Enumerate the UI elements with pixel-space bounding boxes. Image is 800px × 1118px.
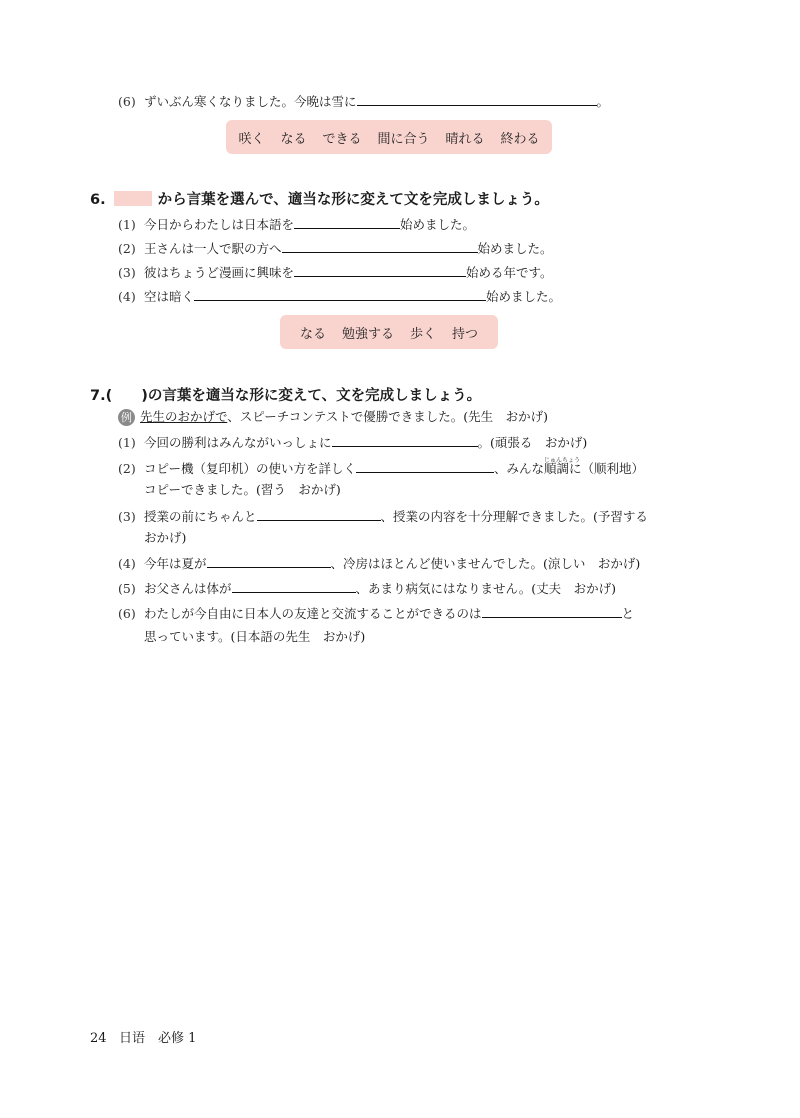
answer-blank[interactable] bbox=[482, 604, 622, 618]
item-text-end: 、冷房はほとんど使いませんでした。(涼しい おかげ) bbox=[330, 556, 641, 571]
example-badge-icon: 例 bbox=[118, 409, 135, 426]
s7-example bbox=[118, 408, 548, 426]
word-choice: なる bbox=[299, 326, 326, 342]
item-number: (1) bbox=[118, 435, 136, 450]
item-text: ずいぶん寒くなりました。今晩は雪に bbox=[144, 94, 357, 109]
word-choice: 持つ bbox=[452, 326, 479, 342]
s7-item-3-cont bbox=[144, 529, 186, 547]
item-text-end: 始めました。 bbox=[477, 241, 553, 256]
item-text-end: に（顺利地） bbox=[569, 461, 645, 476]
item-text: 今日からわたしは日本語を bbox=[144, 217, 295, 232]
book-title: 日语 必修 1 bbox=[118, 1031, 197, 1046]
item-text: 空は暗く bbox=[144, 289, 195, 304]
item-text: わたしが今自由に日本人の友達と交流することができるのは bbox=[144, 606, 482, 621]
ruby-base: 順調 bbox=[544, 461, 570, 476]
item-text-end: 、授業の内容を十分理解できました。(予習する bbox=[380, 509, 648, 524]
item-text-end: 。(頑張る おかげ) bbox=[477, 435, 588, 450]
section-6-heading bbox=[90, 188, 549, 209]
item-text-end: 、あまり病気にはなりません。(丈夫 おかげ) bbox=[355, 581, 617, 596]
word-box-placeholder bbox=[114, 191, 152, 206]
item-text: 授業の前にちゃんと bbox=[144, 509, 257, 524]
word-choice: 晴れる bbox=[445, 131, 485, 147]
item-text-continued: 思っています。(日本語の先生 おかげ) bbox=[144, 629, 366, 644]
answer-blank[interactable] bbox=[294, 263, 466, 277]
item-number: (3) bbox=[118, 265, 136, 280]
item-number: (2) bbox=[118, 241, 136, 256]
section-title: から言葉を選んで、適当な形に変えて文を完成しましょう。 bbox=[157, 192, 549, 208]
item-text: 王さんは一人で駅の方へ bbox=[144, 241, 282, 256]
answer-blank[interactable] bbox=[356, 459, 494, 473]
ruby-reading: じゅんちょう bbox=[544, 457, 581, 464]
ruby-word bbox=[544, 457, 581, 478]
answer-blank[interactable] bbox=[207, 554, 331, 568]
s6-item-4 bbox=[118, 287, 561, 306]
item-number: (2) bbox=[118, 461, 136, 476]
item-number: (4) bbox=[118, 556, 136, 571]
answer-blank[interactable] bbox=[332, 433, 478, 447]
section-number: 6. bbox=[90, 192, 106, 208]
item-number: (3) bbox=[118, 509, 136, 524]
word-choice: なる bbox=[280, 131, 307, 147]
answer-blank[interactable] bbox=[357, 92, 597, 106]
answer-blank[interactable] bbox=[194, 287, 486, 301]
item-text: 今回の勝利はみんながいっしょに bbox=[144, 435, 332, 450]
answer-blank[interactable] bbox=[282, 239, 478, 253]
page-number: 24 bbox=[90, 1031, 107, 1046]
item-text-end: と bbox=[621, 606, 635, 621]
word-choice: できる bbox=[322, 131, 362, 147]
page-footer bbox=[90, 1027, 196, 1046]
item-text: 、みんな bbox=[494, 461, 545, 476]
s7-item-4 bbox=[118, 554, 640, 573]
s6-item-1 bbox=[118, 215, 475, 234]
s7-item-6 bbox=[118, 604, 634, 623]
item-number: (5) bbox=[118, 581, 136, 596]
s7-item-6-cont bbox=[144, 628, 365, 646]
example-answer: 先生のおかげで bbox=[140, 409, 228, 424]
item-text-end: 始めました。 bbox=[400, 217, 476, 232]
section-number: 7. bbox=[90, 388, 106, 404]
s5-item-6 bbox=[118, 92, 609, 111]
s7-item-3 bbox=[118, 507, 648, 526]
item-text: 今年は夏が bbox=[144, 556, 207, 571]
word-box-6 bbox=[280, 315, 498, 349]
item-text-end: 。 bbox=[596, 94, 610, 109]
item-text: お父さんは体が bbox=[144, 581, 232, 596]
example-text: 、スピーチコンテストで優勝できました。(先生 おかげ) bbox=[227, 409, 549, 424]
s7-item-2 bbox=[118, 459, 644, 478]
word-choice: 間に合う bbox=[377, 131, 430, 147]
s6-item-3 bbox=[118, 263, 553, 282]
word-choice: 勉強する bbox=[341, 326, 394, 342]
item-text-continued: おかげ) bbox=[144, 530, 187, 545]
word-choice: 咲く bbox=[238, 131, 265, 147]
section-title: の言葉を適当な形に変えて、文を完成しましょう。 bbox=[147, 388, 482, 404]
item-number: (1) bbox=[118, 217, 136, 232]
item-text-continued: コピーできました。(習う おかげ) bbox=[144, 482, 341, 497]
item-text: 彼はちょうど漫画に興味を bbox=[144, 265, 295, 280]
s7-item-2-cont bbox=[144, 481, 341, 499]
answer-blank[interactable] bbox=[257, 507, 381, 521]
paren-marker: ( ) bbox=[105, 388, 148, 404]
word-box-5 bbox=[226, 120, 552, 154]
s7-item-1 bbox=[118, 433, 587, 452]
item-text-end: 始める年です。 bbox=[466, 265, 553, 280]
answer-blank[interactable] bbox=[232, 579, 356, 593]
word-choice: 歩く bbox=[410, 326, 437, 342]
section-7-heading bbox=[90, 384, 481, 405]
item-number: (4) bbox=[118, 289, 136, 304]
item-text-end: 始めました。 bbox=[486, 289, 562, 304]
word-choice: 終わる bbox=[500, 131, 540, 147]
item-number: (6) bbox=[118, 606, 136, 621]
item-text: コピー機（复印机）の使い方を詳しく bbox=[144, 461, 357, 476]
s7-item-5 bbox=[118, 579, 616, 598]
s6-item-2 bbox=[118, 239, 553, 258]
item-number: (6) bbox=[118, 94, 136, 109]
answer-blank[interactable] bbox=[294, 215, 400, 229]
